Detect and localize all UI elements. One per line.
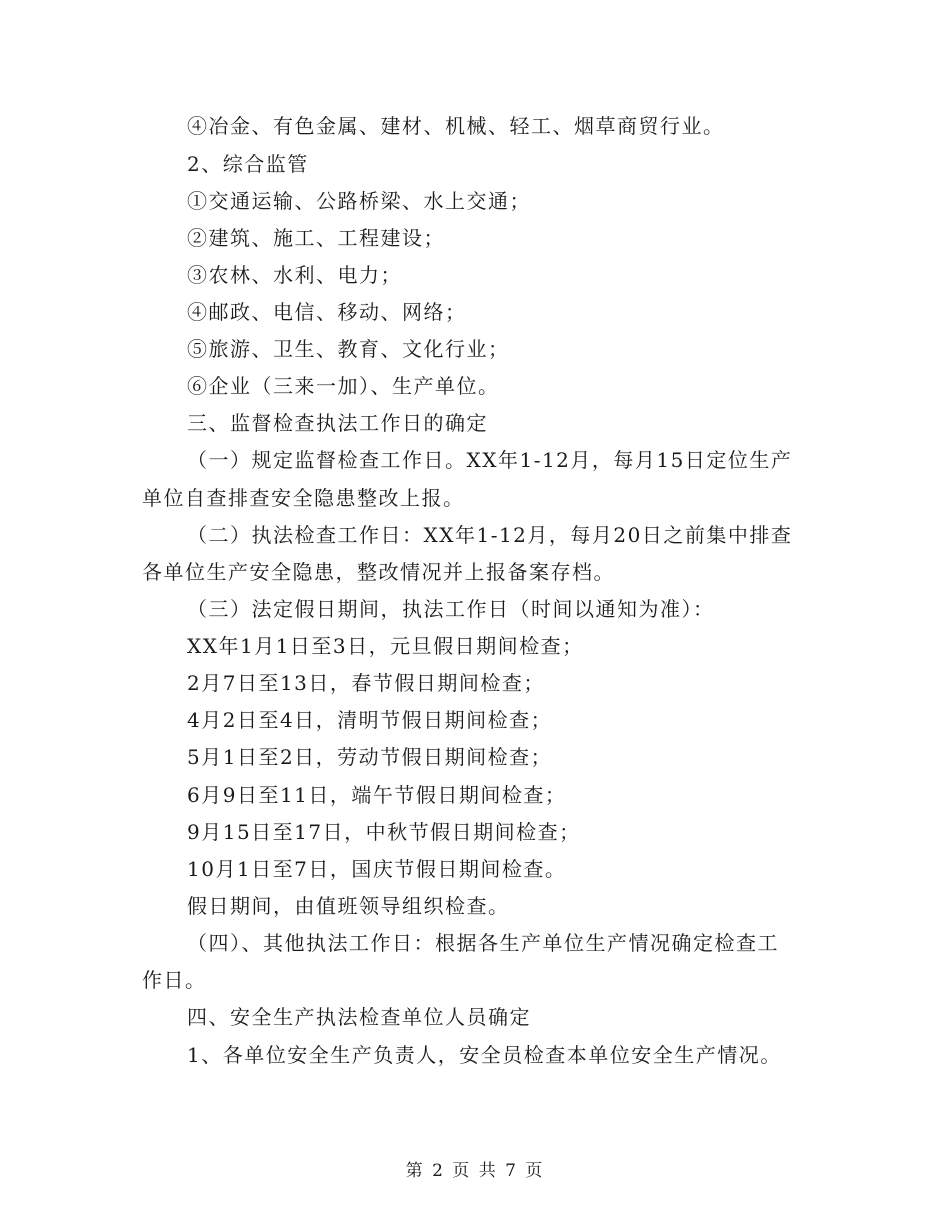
text-line: XX年1月1日至3日，元旦假日期间检查； bbox=[187, 634, 584, 658]
text-line: 1、各单位安全生产负责人，安全员检查本单位安全生产情况。 bbox=[187, 1043, 782, 1067]
text-line: 10月1日至7日，国庆节假日期间检查。 bbox=[187, 857, 567, 881]
text-line: 9月15日至17日，中秋节假日期间检查； bbox=[187, 820, 581, 844]
text-line: ③农林、水利、电力； bbox=[187, 263, 402, 287]
text-line: （三）法定假日期间，执法工作日（时间以通知为准）： bbox=[187, 597, 715, 621]
text-line: 5月1日至2日，劳动节假日期间检查； bbox=[187, 745, 553, 769]
text-line: 各单位生产安全隐患，整改情况并上报备案存档。 bbox=[142, 560, 615, 584]
text-line: 假日期间，由值班领导组织检查。 bbox=[187, 894, 510, 918]
text-line: ②建筑、施工、工程建设； bbox=[187, 226, 445, 250]
text-line: ④邮政、电信、移动、网络； bbox=[187, 300, 467, 324]
text-line: 2、综合监管 bbox=[187, 152, 309, 176]
section-heading: 四、安全生产执法检查单位人员确定 bbox=[187, 1005, 531, 1029]
text-line: （二）执法检查工作日：XX年1-12月，每月20日之前集中排查 bbox=[187, 523, 793, 547]
section-heading: 三、监督检查执法工作日的确定 bbox=[187, 411, 488, 435]
text-line: ④冶金、有色金属、建材、机械、轻工、烟草商贸行业。 bbox=[187, 114, 725, 138]
text-line: 作日。 bbox=[142, 968, 207, 992]
page-number-footer: 第 2 页 共 7 页 bbox=[405, 1161, 545, 1181]
text-line: ⑤旅游、卫生、教育、文化行业； bbox=[187, 337, 510, 361]
text-line: 6月9日至11日，端午节假日期间检查； bbox=[187, 783, 567, 807]
text-line: 4月2日至4日，清明节假日期间检查； bbox=[187, 708, 553, 732]
text-line: （四）、其他执法工作日：根据各生产单位生产情况确定检查工 bbox=[187, 931, 779, 955]
text-line: （一）规定监督检查工作日。XX年1-12月，每月15日定位生产 bbox=[187, 448, 793, 472]
text-line: ①交通运输、公路桥梁、水上交通； bbox=[187, 189, 531, 213]
text-line: 单位自查排查安全隐患整改上报。 bbox=[142, 486, 465, 510]
text-line: ⑥企业（三来一加）、生产单位。 bbox=[187, 374, 500, 398]
text-line: 2月7日至13日，春节假日期间检查； bbox=[187, 671, 545, 695]
